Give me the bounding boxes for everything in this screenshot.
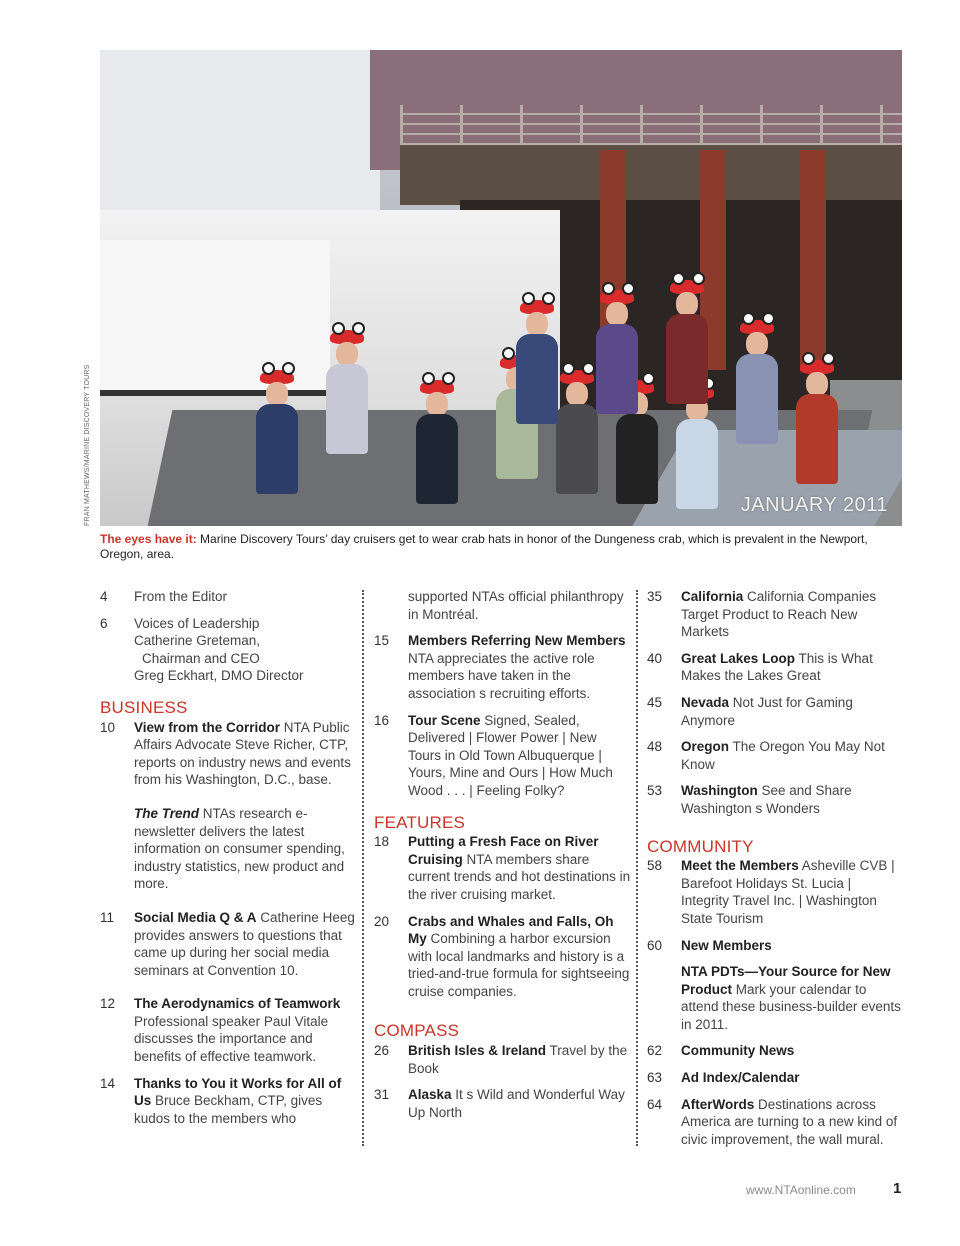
toc-column-1: [100, 588, 358, 1136]
entry-text: This is What Makes the Lakes Great: [681, 650, 873, 684]
section-heading-community: COMMUNITY: [647, 836, 754, 856]
entry-title: Thanks to You it Works for All of Us: [134, 1075, 342, 1109]
page-number: 18: [374, 834, 390, 850]
entry-title: Members Referring New Members: [408, 633, 626, 649]
toc-entry[interactable]: [100, 588, 358, 606]
toc-entry-continued[interactable]: [374, 588, 632, 623]
entry-text: NTA members share current trends and hot destinations in the river cruising market.: [408, 851, 631, 902]
page-number: 64: [647, 1096, 663, 1112]
entry-text: California Companies Target Product to Reach New Markets: [681, 589, 877, 640]
page-number-footer: 1: [893, 1180, 902, 1197]
entry-text: Asheville CVB | Barefoot Holidays St. Lucia | Integrity Travel Inc. | Washington State Tourism: [681, 858, 895, 926]
entry-title: Tour Scene: [408, 712, 481, 728]
page-number: 31: [374, 1087, 390, 1103]
entry-title: Alaska: [408, 1087, 452, 1103]
entry-title: Oregon: [681, 739, 730, 755]
page-number: 14: [100, 1075, 116, 1091]
page-number: 26: [374, 1043, 390, 1059]
page-number: 35: [647, 589, 663, 604]
caption-lead: The eyes have it:: [100, 532, 197, 546]
entry-title: Ad Index/Calendar: [681, 1070, 800, 1086]
entry-text: Professional speaker Paul Vitale discusses the importance and benefits of effective teamwork.: [134, 1013, 329, 1065]
entry-line: Greg Eckhart, DMO Director: [134, 668, 304, 684]
entry-title: AfterWords: [681, 1096, 755, 1112]
photo-railing: [400, 105, 902, 145]
entry-title: Putting a Fresh Face on River Cruising: [408, 834, 599, 867]
entry-text: Combining a harbor excursion with local landmarks and history is a tried-and-true formula for sightseeing cruise companies.: [408, 931, 630, 999]
toc-entry[interactable]: [374, 833, 632, 903]
toc-column-3: [647, 588, 901, 1157]
toc-entry[interactable]: [100, 719, 358, 789]
cover-photo: [100, 50, 902, 526]
toc-entry[interactable]: [100, 805, 358, 893]
photo-crowd: [220, 260, 840, 510]
page-number: 4: [100, 589, 108, 604]
page-number: 53: [647, 783, 663, 799]
entry-title: Meet the Members: [681, 858, 799, 874]
entry-text: Not Just for Gaming Anymore: [681, 694, 853, 728]
caption-text: Marine Discovery Tours’ day cruisers get to wear crab hats in honor of the Dungeness crab, which is prevalent in the Newport, Oregon, area.: [100, 532, 868, 561]
section-heading-compass: COMPASS: [374, 1021, 460, 1041]
page-number: 45: [647, 694, 663, 710]
entry-title: The Aerodynamics of Teamwork: [134, 996, 341, 1012]
section-heading-features: FEATURES: [374, 812, 466, 832]
entry-title: Community News: [681, 1043, 795, 1059]
entry-title: Crabs and Whales and Falls, Oh My: [408, 913, 614, 947]
entry-title: The Trend: [134, 805, 200, 821]
toc-entry[interactable]: [100, 615, 358, 685]
photo-credit: FRAN MATHEWS/MARINE DISCOVERY TOURS: [84, 364, 91, 526]
entry-text: It s Wild and Wonderful Way Up North: [408, 1087, 625, 1120]
page-number: 60: [647, 937, 663, 953]
toc-entry[interactable]: [374, 1086, 632, 1121]
toc-entry[interactable]: [647, 937, 901, 955]
page-number: 12: [100, 996, 116, 1012]
toc-entry[interactable]: [374, 913, 632, 1001]
toc-entry[interactable]: [647, 588, 901, 641]
toc-entry[interactable]: [647, 738, 901, 773]
entry-text: The Oregon You May Not Know: [681, 739, 885, 772]
entry-text: Travel by the Book: [408, 1043, 628, 1076]
entry-text: Signed, Sealed, Delivered | Flower Power | New Tours in Old Town Albuquerque | Yours, Mine and Ours | How Much Wood . . . | Feeling Folky?: [408, 712, 613, 798]
entry-text: Mark your calendar to attend these business-builder events in 2011.: [681, 981, 901, 1032]
toc-entry[interactable]: [647, 782, 901, 817]
entry-text: NTA appreciates the active role members have taken in the association s recruiting efforts.: [408, 650, 595, 701]
footer-url[interactable]: www.NTAonline.com: [746, 1183, 856, 1197]
entry-text: Voices of Leadership: [134, 615, 260, 631]
toc-entry[interactable]: [647, 1042, 901, 1060]
toc-entry[interactable]: [647, 1096, 901, 1149]
entry-text: Catherine Heeg provides answers to questions that came up during her social media seminars at Convention 10.: [134, 909, 355, 978]
entry-title: NTA PDTs—Your Source for New Product: [681, 964, 891, 997]
page-number: 48: [647, 739, 663, 755]
page-number: 40: [647, 650, 663, 666]
page-number: 11: [100, 909, 115, 925]
toc-entry[interactable]: [374, 632, 632, 702]
toc-entry[interactable]: [647, 963, 901, 1033]
entry-title: Great Lakes Loop: [681, 650, 796, 666]
toc-entry[interactable]: [647, 1069, 901, 1087]
entry-title: New Members: [681, 937, 772, 953]
entry-title: Nevada: [681, 694, 730, 710]
entry-text: NTA Public Affairs Advocate Steve Richer, CTP, reports on industry news and events from his Washington, D.C., base.: [134, 719, 351, 788]
toc-entry[interactable]: [374, 712, 632, 800]
photo-caption: [100, 532, 900, 562]
page-number: 20: [374, 913, 390, 929]
entry-line: Chairman and CEO: [142, 650, 260, 666]
page-number: 58: [647, 858, 663, 874]
column-divider: [362, 590, 364, 1146]
entry-title: British Isles & Ireland: [408, 1043, 547, 1059]
page-number: 62: [647, 1043, 663, 1059]
entry-text: supported NTAs official philanthropy in Montréal.: [408, 589, 624, 622]
entry-title: California: [681, 589, 744, 604]
entry-text: NTAs research e-newsletter delivers the latest information on consumer spending, industry statistics, new product and more.: [134, 805, 345, 892]
section-heading-business: BUSINESS: [100, 697, 188, 717]
toc-entry[interactable]: [647, 857, 901, 927]
toc-entry[interactable]: [647, 650, 901, 685]
entry-text: Bruce Beckham, CTP, gives kudos to the members who: [134, 1093, 323, 1126]
toc-entry[interactable]: [647, 694, 901, 729]
column-divider: [636, 590, 638, 1146]
entry-line: Catherine Greteman,: [134, 633, 261, 649]
entry-text: From the Editor: [134, 589, 228, 604]
page-number: 16: [374, 712, 390, 728]
photo-pier: [400, 145, 902, 205]
page-number: 6: [100, 615, 108, 631]
entry-title: Social Media Q & A: [134, 909, 257, 925]
page-number: 15: [374, 633, 390, 649]
page-number: 63: [647, 1070, 663, 1086]
entry-title: View from the Corridor: [134, 719, 281, 735]
entry-text: Destinations across America are turning to a new kind of civic improvement, the wall mural.: [681, 1096, 898, 1147]
entry-title: Washington: [681, 783, 758, 799]
page-number: 10: [100, 719, 116, 735]
toc-column-2: [374, 588, 632, 1130]
toc-entry[interactable]: [100, 1075, 358, 1128]
toc-entry[interactable]: [100, 995, 358, 1065]
toc-entry[interactable]: [100, 909, 358, 979]
toc-entry[interactable]: [374, 1042, 632, 1077]
entry-text: See and Share Washington s Wonders: [681, 783, 852, 816]
issue-date: JANUARY 2011: [740, 494, 888, 516]
